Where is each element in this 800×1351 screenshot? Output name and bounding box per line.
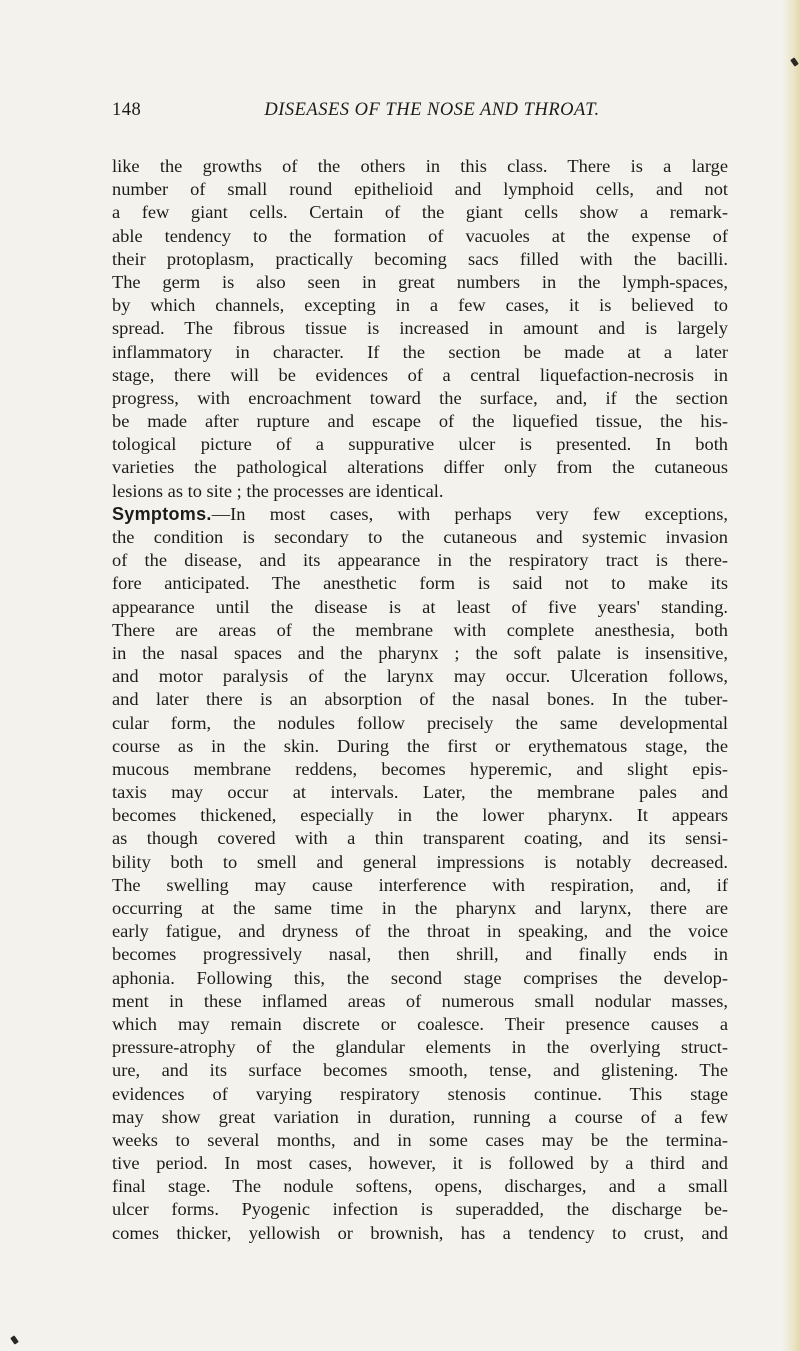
text-line: cular form, the nodules follow precisely the same developmental — [112, 712, 728, 733]
text-line: be made after rupture and escape of the liquefied tissue, the his- — [112, 411, 728, 432]
text-line: bility both to smell and general impressions is notably decreased. — [112, 851, 728, 872]
text-line: appearance until the disease is at least of five years' standing. — [112, 596, 728, 617]
text-line: pressure-atrophy of the glandular elements in the overlying struct- — [112, 1037, 728, 1058]
text-line: aphonia. Following this, the second stage comprises the develop- — [112, 967, 728, 988]
section-heading-symptoms: Symptoms. — [112, 503, 212, 524]
text-line: ment in these inflamed areas of numerous small nodular masses, — [112, 990, 728, 1011]
text-line: The swelling may cause interference with respiration, and, if — [112, 874, 728, 895]
scan-speck — [10, 1335, 19, 1344]
text-line: ulcer forms. Pyogenic infection is superadded, the discharge be- — [112, 1199, 728, 1220]
text-line: able tendency to the formation of vacuoles at the expense of — [112, 225, 728, 246]
text-line: becomes thickened, especially in the lower pharynx. It appears — [112, 805, 728, 826]
running-head — [112, 97, 712, 123]
text-line: course as in the skin. During the first or erythematous stage, the — [112, 735, 728, 756]
text-line: The germ is also seen in great numbers in the lymph-spaces, — [112, 271, 728, 292]
text-line: may show great variation in duration, running a course of a few — [112, 1106, 728, 1127]
text-line: a few giant cells. Certain of the giant cells show a remark- — [112, 202, 728, 223]
text-line: varieties the pathological alterations differ only from the cutaneous — [112, 457, 728, 478]
running-title: DISEASES OF THE NOSE AND THROAT. — [264, 100, 600, 120]
text-line: mucous membrane reddens, becomes hyperemic, and slight epis- — [112, 758, 728, 779]
text-line: like the growths of the others in this class. There is a large — [112, 156, 728, 176]
text-line: evidences of varying respiratory stenosis continue. This stage — [112, 1083, 728, 1104]
text-line: inflammatory in character. If the section be made at a later — [112, 341, 728, 362]
text-line: tive period. In most cases, however, it is followed by a third and — [112, 1153, 728, 1174]
text-line: progress, with encroachment toward the surface, and, if the section — [112, 387, 728, 408]
text-line: becomes progressively nasal, then shrill, and finally ends in — [112, 944, 728, 965]
text-line: number of small round epithelioid and lymphoid cells, and not — [112, 179, 728, 200]
text-line: stage, there will be evidences of a central liquefaction-necrosis in — [112, 364, 728, 385]
text-line: early fatigue, and dryness of the throat in speaking, and the voice — [112, 921, 728, 942]
text-line: —In most cases, with perhaps very few exceptions, — [211, 503, 728, 524]
text-line: the condition is secondary to the cutaneous and systemic invasion — [112, 527, 728, 547]
text-line: ure, and its surface becomes smooth, tense, and glistening. The — [112, 1060, 728, 1081]
symptoms-paragraph-start — [112, 503, 728, 526]
text-line: final stage. The nodule softens, opens, discharges, and a small — [112, 1176, 728, 1197]
body-text — [112, 155, 728, 1245]
text-line: comes thicker, yellowish or brownish, has a tendency to crust, and — [112, 1222, 728, 1243]
text-line: and later there is an absorption of the nasal bones. In the tuber- — [112, 689, 728, 710]
scan-edge-shadow — [782, 0, 800, 1351]
text-line: and motor paralysis of the larynx may occur. Ulceration follows, — [112, 666, 728, 687]
text-line: of the disease, and its appearance in the respiratory tract is there- — [112, 550, 728, 571]
text-line: There are areas of the membrane with complete anesthesia, both — [112, 619, 728, 640]
text-line: lesions as to site ; the processes are identical. — [112, 480, 444, 501]
text-line: occurring at the same time in the pharynx and larynx, there are — [112, 898, 728, 918]
text-line: in the nasal spaces and the pharynx ; the soft palate is insensitive, — [112, 642, 728, 663]
text-line: weeks to several months, and in some cases may be the termina- — [112, 1129, 728, 1150]
page-number: 148 — [112, 100, 142, 120]
text-line: as though covered with a thin transparent coating, and its sensi- — [112, 828, 728, 849]
text-line: fore anticipated. The anesthetic form is said not to make its — [112, 573, 728, 594]
text-line: spread. The fibrous tissue is increased in amount and is largely — [112, 318, 728, 339]
text-line: by which channels, excepting in a few cases, it is believed to — [112, 295, 728, 316]
text-line: which may remain discrete or coalesce. Their presence causes a — [112, 1013, 728, 1034]
text-line: tological picture of a suppurative ulcer is presented. In both — [112, 434, 728, 455]
text-line: taxis may occur at intervals. Later, the membrane pales and — [112, 782, 728, 803]
text-line: their protoplasm, practically becoming sacs filled with the bacilli. — [112, 248, 728, 269]
